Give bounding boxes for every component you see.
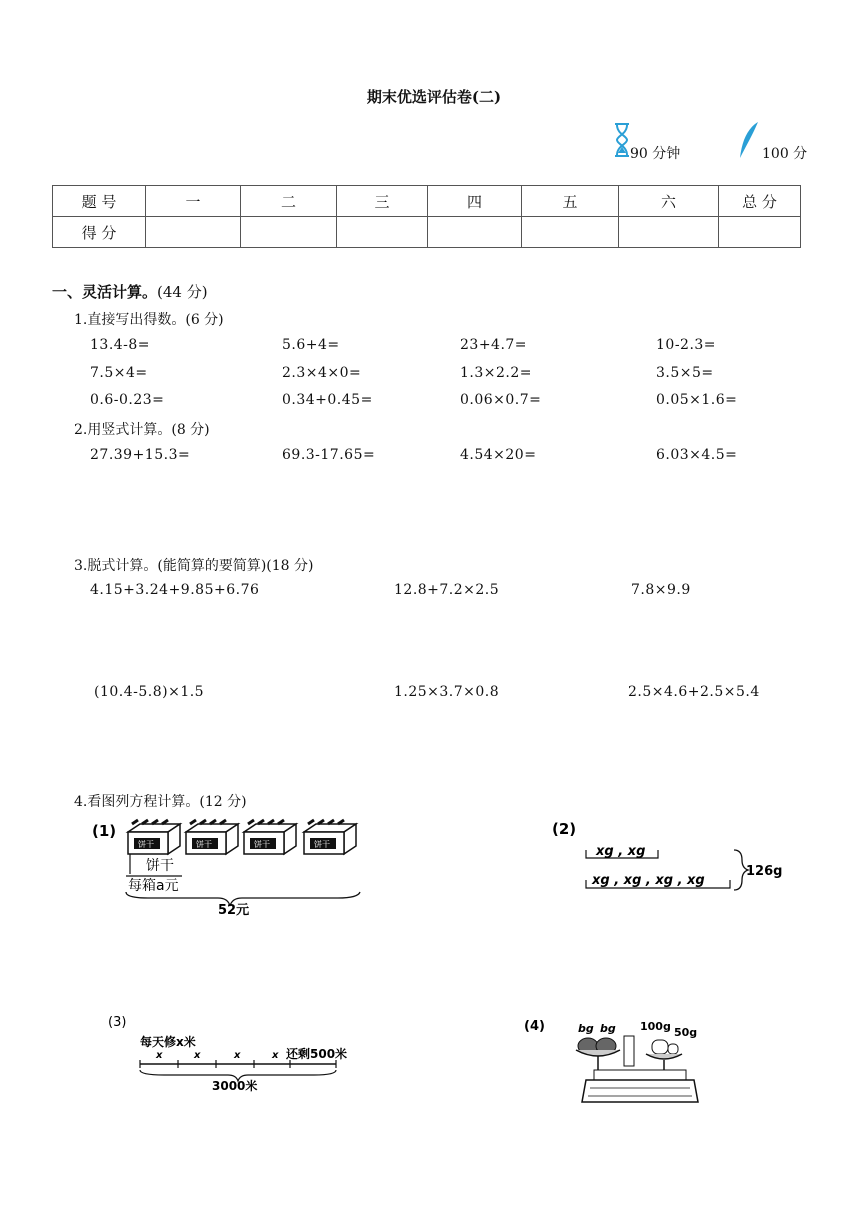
daily-label: 每天修x米 <box>140 1035 196 1049</box>
section-points: (44 分) <box>157 283 208 301</box>
figure-label: (4) <box>524 1019 545 1034</box>
segment-x: x <box>156 1050 163 1061</box>
score-cell[interactable] <box>522 217 619 248</box>
expression: 2.5×4.6+2.5×5.4 <box>628 684 760 700</box>
q4-title: 4.看图列方程计算。(12 分) <box>74 794 247 810</box>
weight-label-b1: bg <box>578 1022 594 1035</box>
biscuit-box-icon <box>186 820 238 854</box>
expression: 0.05×1.6= <box>656 392 738 408</box>
score-cell[interactable] <box>337 217 428 248</box>
table-cell: 总 分 <box>719 186 801 217</box>
score-cell[interactable] <box>241 217 337 248</box>
total-label: 3000米 <box>212 1079 258 1093</box>
score-cell[interactable] <box>619 217 719 248</box>
expression: 7.8×9.9 <box>631 582 691 598</box>
table-header-row <box>53 186 801 217</box>
total-label: 52元 <box>218 903 250 917</box>
box-label: 饼干 <box>138 840 154 849</box>
score-cell[interactable] <box>146 217 241 248</box>
table-cell: 一 <box>146 186 241 217</box>
box-label: 饼干 <box>196 840 212 849</box>
table-cell: 六 <box>619 186 719 217</box>
segment-x: x <box>272 1050 279 1061</box>
expression: 1.3×2.2= <box>460 365 532 381</box>
table-cell: 三 <box>337 186 428 217</box>
each-price-label: 每箱a元 <box>128 878 179 894</box>
figure-label: (2) <box>552 820 577 838</box>
figure-weights-bar <box>548 814 788 894</box>
segment-x: x <box>234 1050 241 1061</box>
figure-balance-scale <box>520 1012 700 1112</box>
quill-icon <box>736 120 762 160</box>
expression: 7.5×4= <box>90 365 148 381</box>
q1-title: 1.直接写出得数。(6 分) <box>74 312 224 328</box>
figure-road-line <box>104 1008 374 1098</box>
bar-row1: xg , xg <box>596 844 646 859</box>
box-label: 饼干 <box>254 840 270 849</box>
table-cell: 四 <box>428 186 522 217</box>
table-cell: 二 <box>241 186 337 217</box>
segment-x: x <box>194 1050 201 1061</box>
figure-label: (1) <box>92 822 117 840</box>
expression: 12.8+7.2×2.5 <box>394 582 500 598</box>
score-label: 100 分 <box>762 146 808 162</box>
expression: 0.6-0.23= <box>90 392 165 408</box>
remaining-label: 还剩500米 <box>286 1047 348 1061</box>
expression: 0.06×0.7= <box>460 392 542 408</box>
expression: 4.54×20= <box>460 447 537 463</box>
figure-label: (3) <box>108 1015 127 1030</box>
expression: 1.25×3.7×0.8 <box>394 684 500 700</box>
weight-label-50g: 50g <box>674 1026 698 1039</box>
table-score-row <box>53 217 801 248</box>
biscuit-box-icon <box>304 820 356 854</box>
q3-title: 3.脱式计算。(能简算的要简算)(18 分) <box>74 558 314 574</box>
table-cell: 得 分 <box>53 217 146 248</box>
score-table <box>52 185 801 248</box>
expression: 69.3-17.65= <box>282 447 376 463</box>
expression: 6.03×4.5= <box>656 447 738 463</box>
figure-biscuit-boxes <box>88 812 388 917</box>
balance-scale-icon <box>576 1036 698 1102</box>
page-title: 期末优选评估卷(二) <box>366 88 502 106</box>
box-label: 饼干 <box>314 840 330 849</box>
expression: 13.4-8= <box>90 337 151 353</box>
expression: 10-2.3= <box>656 337 717 353</box>
q2-title: 2.用竖式计算。(8 分) <box>74 422 210 438</box>
expression: 4.15+3.24+9.85+6.76 <box>90 582 260 598</box>
weight-label-100g: 100g <box>640 1020 671 1033</box>
score-cell[interactable] <box>428 217 522 248</box>
table-cell: 题 号 <box>53 186 146 217</box>
expression: (10.4-5.8)×1.5 <box>94 684 205 700</box>
section-label: 一、灵活计算。 <box>52 283 158 301</box>
table-cell: 五 <box>522 186 619 217</box>
weight-label-b2: bg <box>600 1022 616 1035</box>
expression: 5.6+4= <box>282 337 340 353</box>
expression: 23+4.7= <box>460 337 528 353</box>
total-label: 126g <box>746 864 783 879</box>
section-heading <box>52 281 208 302</box>
score-cell[interactable] <box>719 217 801 248</box>
expression: 0.34+0.45= <box>282 392 373 408</box>
item-label: 饼干 <box>146 858 174 874</box>
hourglass-icon <box>612 122 632 158</box>
expression: 2.3×4×0= <box>282 365 362 381</box>
biscuit-box-icon <box>244 820 296 854</box>
expression: 27.39+15.3= <box>90 447 191 463</box>
bar-row2: xg , xg , xg , xg <box>592 873 705 888</box>
biscuit-box-icon <box>128 820 180 854</box>
time-label: 90 分钟 <box>630 146 681 162</box>
expression: 3.5×5= <box>656 365 714 381</box>
